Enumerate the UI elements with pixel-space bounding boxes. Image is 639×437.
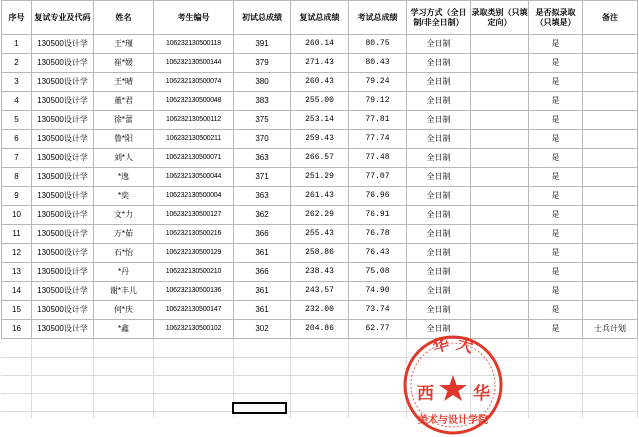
retest-score-cell[interactable]: 238.43 bbox=[291, 263, 349, 282]
retest-score-cell[interactable]: 260.14 bbox=[291, 35, 349, 54]
major-cell[interactable]: 130500设计学 bbox=[32, 111, 94, 130]
retest-score-cell[interactable]: 262.29 bbox=[291, 206, 349, 225]
note-cell[interactable] bbox=[583, 244, 638, 263]
candidate-id-cell[interactable]: 106232130500102 bbox=[154, 320, 234, 339]
admit-cell[interactable]: 是 bbox=[529, 130, 583, 149]
admit-cell[interactable]: 是 bbox=[529, 35, 583, 54]
retest-score-cell[interactable]: 251.29 bbox=[291, 168, 349, 187]
major-cell[interactable]: 130500设计学 bbox=[32, 187, 94, 206]
category-cell[interactable] bbox=[471, 187, 529, 206]
header-cell[interactable]: 初试总成绩 bbox=[234, 1, 291, 35]
candidate-id-cell[interactable]: 106232130500048 bbox=[154, 92, 234, 111]
admit-cell[interactable]: 是 bbox=[529, 320, 583, 339]
table-row bbox=[2, 111, 638, 130]
retest-score-cell[interactable]: 266.57 bbox=[291, 149, 349, 168]
header-cell[interactable]: 备注 bbox=[583, 1, 638, 35]
initial-score-cell[interactable]: 361 bbox=[234, 244, 291, 263]
total-score-cell[interactable]: 76.43 bbox=[349, 244, 407, 263]
table-row bbox=[2, 320, 638, 339]
category-cell[interactable] bbox=[471, 92, 529, 111]
total-score-cell[interactable]: 75.08 bbox=[349, 263, 407, 282]
star-icon bbox=[439, 375, 467, 401]
college-seal bbox=[401, 333, 505, 437]
category-cell[interactable] bbox=[471, 168, 529, 187]
name-cell[interactable]: 王*晴 bbox=[94, 73, 154, 92]
row-number-cell[interactable]: 2 bbox=[2, 54, 32, 73]
row-number-cell[interactable]: 14 bbox=[2, 282, 32, 301]
total-score-cell[interactable]: 79.12 bbox=[349, 92, 407, 111]
note-cell[interactable] bbox=[583, 73, 638, 92]
admit-cell[interactable]: 是 bbox=[529, 149, 583, 168]
initial-score-cell[interactable]: 366 bbox=[234, 263, 291, 282]
study-mode-cell[interactable]: 全日制 bbox=[407, 320, 471, 339]
name-cell[interactable]: *逸 bbox=[94, 168, 154, 187]
row-number-cell[interactable]: 6 bbox=[2, 130, 32, 149]
row-number-cell[interactable]: 12 bbox=[2, 244, 32, 263]
study-mode-cell[interactable]: 全日制 bbox=[407, 168, 471, 187]
total-score-cell[interactable]: 76.91 bbox=[349, 206, 407, 225]
note-cell[interactable] bbox=[583, 187, 638, 206]
category-cell[interactable] bbox=[471, 206, 529, 225]
name-cell[interactable]: 董*君 bbox=[94, 92, 154, 111]
study-mode-cell[interactable]: 全日制 bbox=[407, 35, 471, 54]
seal-right-text: 华 bbox=[473, 384, 490, 404]
note-cell[interactable] bbox=[583, 35, 638, 54]
category-cell[interactable] bbox=[471, 130, 529, 149]
study-mode-cell[interactable]: 全日制 bbox=[407, 263, 471, 282]
table-row bbox=[2, 149, 638, 168]
total-score-cell[interactable]: 80.75 bbox=[349, 35, 407, 54]
table-row bbox=[2, 282, 638, 301]
note-cell[interactable] bbox=[583, 54, 638, 73]
retest-score-cell[interactable]: 232.00 bbox=[291, 301, 349, 320]
admit-cell[interactable]: 是 bbox=[529, 282, 583, 301]
name-cell[interactable]: 王*瑾 bbox=[94, 35, 154, 54]
table-row bbox=[2, 54, 638, 73]
row-number-cell[interactable]: 13 bbox=[2, 263, 32, 282]
category-cell[interactable] bbox=[471, 73, 529, 92]
row-number-cell[interactable]: 1 bbox=[2, 35, 32, 54]
category-cell[interactable] bbox=[471, 244, 529, 263]
major-cell[interactable]: 130500设计学 bbox=[32, 225, 94, 244]
major-cell[interactable]: 130500设计学 bbox=[32, 320, 94, 339]
admit-cell[interactable]: 是 bbox=[529, 92, 583, 111]
header-cell[interactable]: 复试专业及代码 bbox=[32, 1, 94, 35]
study-mode-cell[interactable]: 全日制 bbox=[407, 92, 471, 111]
initial-score-cell[interactable]: 370 bbox=[234, 130, 291, 149]
candidate-id-cell[interactable]: 106232130500071 bbox=[154, 149, 234, 168]
table-row bbox=[2, 206, 638, 225]
initial-score-cell[interactable]: 361 bbox=[234, 282, 291, 301]
retest-score-cell[interactable]: 259.43 bbox=[291, 130, 349, 149]
total-score-cell[interactable]: 79.24 bbox=[349, 73, 407, 92]
study-mode-cell[interactable]: 全日制 bbox=[407, 149, 471, 168]
table-body bbox=[2, 35, 638, 339]
total-score-cell[interactable]: 77.81 bbox=[349, 111, 407, 130]
table-row bbox=[2, 168, 638, 187]
study-mode-cell[interactable]: 全日制 bbox=[407, 111, 471, 130]
retest-score-cell[interactable]: 204.86 bbox=[291, 320, 349, 339]
header-row bbox=[2, 1, 638, 35]
initial-score-cell[interactable]: 371 bbox=[234, 168, 291, 187]
row-number-cell[interactable]: 3 bbox=[2, 73, 32, 92]
header-cell[interactable]: 考生编号 bbox=[154, 1, 234, 35]
major-cell[interactable]: 130500设计学 bbox=[32, 149, 94, 168]
initial-score-cell[interactable]: 362 bbox=[234, 206, 291, 225]
retest-score-cell[interactable]: 253.14 bbox=[291, 111, 349, 130]
row-number-cell[interactable]: 15 bbox=[2, 301, 32, 320]
row-number-cell[interactable]: 8 bbox=[2, 168, 32, 187]
major-cell[interactable]: 130500设计学 bbox=[32, 35, 94, 54]
admit-cell[interactable]: 是 bbox=[529, 206, 583, 225]
total-score-cell[interactable]: 73.74 bbox=[349, 301, 407, 320]
category-cell[interactable] bbox=[471, 149, 529, 168]
retest-score-cell[interactable]: 243.57 bbox=[291, 282, 349, 301]
name-cell[interactable]: 万*茹 bbox=[94, 225, 154, 244]
row-number-cell[interactable]: 7 bbox=[2, 149, 32, 168]
admit-cell[interactable]: 是 bbox=[529, 225, 583, 244]
name-cell[interactable]: *奕 bbox=[94, 187, 154, 206]
table-row bbox=[2, 130, 638, 149]
initial-score-cell[interactable]: 383 bbox=[234, 92, 291, 111]
study-mode-cell[interactable]: 全日制 bbox=[407, 301, 471, 320]
admit-cell[interactable]: 是 bbox=[529, 73, 583, 92]
retest-score-cell[interactable]: 260.43 bbox=[291, 73, 349, 92]
retest-score-cell[interactable]: 255.00 bbox=[291, 92, 349, 111]
row-number-cell[interactable]: 10 bbox=[2, 206, 32, 225]
study-mode-cell[interactable]: 全日制 bbox=[407, 206, 471, 225]
header-cell[interactable]: 是否拟录取（只填是） bbox=[529, 1, 583, 35]
note-cell[interactable] bbox=[583, 130, 638, 149]
candidate-id-cell[interactable]: 106232130500211 bbox=[154, 130, 234, 149]
header-cell[interactable]: 考试总成绩 bbox=[349, 1, 407, 35]
header-cell[interactable]: 姓名 bbox=[94, 1, 154, 35]
study-mode-cell[interactable]: 全日制 bbox=[407, 225, 471, 244]
initial-score-cell[interactable]: 363 bbox=[234, 187, 291, 206]
table-row bbox=[2, 35, 638, 54]
initial-score-cell[interactable]: 391 bbox=[234, 35, 291, 54]
seal-top-text: 华 大 bbox=[430, 333, 476, 357]
table-row bbox=[2, 73, 638, 92]
retest-score-cell[interactable]: 271.43 bbox=[291, 54, 349, 73]
initial-score-cell[interactable]: 302 bbox=[234, 320, 291, 339]
header-cell[interactable]: 复试总成绩 bbox=[291, 1, 349, 35]
note-cell[interactable] bbox=[583, 206, 638, 225]
retest-score-cell[interactable]: 261.43 bbox=[291, 187, 349, 206]
study-mode-cell[interactable]: 全日制 bbox=[407, 54, 471, 73]
seal-bottom-text: 美术与设计学院 bbox=[418, 415, 488, 426]
total-score-cell[interactable]: 77.74 bbox=[349, 130, 407, 149]
candidate-id-cell[interactable]: 106232130500112 bbox=[154, 111, 234, 130]
row-number-cell[interactable]: 4 bbox=[2, 92, 32, 111]
candidate-id-cell[interactable]: 106232130500004 bbox=[154, 187, 234, 206]
admit-cell[interactable]: 是 bbox=[529, 54, 583, 73]
table-row bbox=[2, 187, 638, 206]
row-number-cell[interactable]: 5 bbox=[2, 111, 32, 130]
note-cell[interactable] bbox=[583, 263, 638, 282]
note-cell[interactable] bbox=[583, 225, 638, 244]
seal-left-text: 西 bbox=[417, 384, 434, 404]
major-cell[interactable]: 130500设计学 bbox=[32, 206, 94, 225]
total-score-cell[interactable]: 62.77 bbox=[349, 320, 407, 339]
table-row bbox=[2, 263, 638, 282]
major-cell[interactable]: 130500设计学 bbox=[32, 168, 94, 187]
candidate-id-cell[interactable]: 106232130500216 bbox=[154, 225, 234, 244]
name-cell[interactable]: 徐*蕾 bbox=[94, 111, 154, 130]
table-row bbox=[2, 92, 638, 111]
admit-cell[interactable]: 是 bbox=[529, 187, 583, 206]
row-number-cell[interactable]: 11 bbox=[2, 225, 32, 244]
name-cell[interactable]: 刘*人 bbox=[94, 149, 154, 168]
candidate-id-cell[interactable]: 106232130500127 bbox=[154, 206, 234, 225]
header-cell[interactable]: 序号 bbox=[2, 1, 32, 35]
admit-cell[interactable]: 是 bbox=[529, 168, 583, 187]
candidate-id-cell[interactable]: 106232130500118 bbox=[154, 35, 234, 54]
note-cell[interactable] bbox=[583, 301, 638, 320]
candidate-id-cell[interactable]: 106232130500044 bbox=[154, 168, 234, 187]
candidate-id-cell[interactable]: 106232130500074 bbox=[154, 73, 234, 92]
note-cell[interactable]: 士兵计划 bbox=[583, 320, 638, 339]
initial-score-cell[interactable]: 379 bbox=[234, 54, 291, 73]
major-cell[interactable]: 130500设计学 bbox=[32, 263, 94, 282]
candidate-id-cell[interactable]: 106232130500144 bbox=[154, 54, 234, 73]
row-number-cell[interactable]: 16 bbox=[2, 320, 32, 339]
initial-score-cell[interactable]: 380 bbox=[234, 73, 291, 92]
table-row bbox=[2, 301, 638, 320]
name-cell[interactable]: 文*力 bbox=[94, 206, 154, 225]
name-cell[interactable]: 石*怡 bbox=[94, 244, 154, 263]
major-cell[interactable]: 130500设计学 bbox=[32, 301, 94, 320]
study-mode-cell[interactable]: 全日制 bbox=[407, 130, 471, 149]
major-cell[interactable]: 130500设计学 bbox=[32, 130, 94, 149]
name-cell[interactable]: *鑫 bbox=[94, 320, 154, 339]
category-cell[interactable] bbox=[471, 225, 529, 244]
header-cell[interactable]: 学习方式（全日制/非全日制） bbox=[407, 1, 471, 35]
category-cell[interactable] bbox=[471, 282, 529, 301]
total-score-cell[interactable]: 74.90 bbox=[349, 282, 407, 301]
note-cell[interactable] bbox=[583, 168, 638, 187]
table-row bbox=[2, 244, 638, 263]
retest-score-cell[interactable]: 258.86 bbox=[291, 244, 349, 263]
header-cell[interactable]: 录取类别（只填定向） bbox=[471, 1, 529, 35]
total-score-cell[interactable]: 76.96 bbox=[349, 187, 407, 206]
major-cell[interactable]: 130500设计学 bbox=[32, 92, 94, 111]
table-row bbox=[2, 225, 638, 244]
admit-cell[interactable]: 是 bbox=[529, 244, 583, 263]
total-score-cell[interactable]: 76.78 bbox=[349, 225, 407, 244]
major-cell[interactable]: 130500设计学 bbox=[32, 54, 94, 73]
category-cell[interactable] bbox=[471, 111, 529, 130]
name-cell[interactable]: 谢*丰儿 bbox=[94, 282, 154, 301]
row-number-cell[interactable]: 9 bbox=[2, 187, 32, 206]
candidate-id-cell[interactable]: 106232130500210 bbox=[154, 263, 234, 282]
admit-cell[interactable]: 是 bbox=[529, 111, 583, 130]
note-cell[interactable] bbox=[583, 111, 638, 130]
candidate-id-cell[interactable]: 106232130500129 bbox=[154, 244, 234, 263]
major-cell[interactable]: 130500设计学 bbox=[32, 282, 94, 301]
note-cell[interactable] bbox=[583, 282, 638, 301]
candidate-id-cell[interactable]: 106232130500136 bbox=[154, 282, 234, 301]
total-score-cell[interactable]: 80.43 bbox=[349, 54, 407, 73]
study-mode-cell[interactable]: 全日制 bbox=[407, 282, 471, 301]
total-score-cell[interactable]: 77.07 bbox=[349, 168, 407, 187]
admission-table bbox=[1, 0, 638, 339]
major-cell[interactable]: 130500设计学 bbox=[32, 244, 94, 263]
note-cell[interactable] bbox=[583, 149, 638, 168]
svg-text:华 大 bbox=[430, 334, 475, 357]
study-mode-cell[interactable]: 全日制 bbox=[407, 187, 471, 206]
candidate-id-cell[interactable]: 106232130500147 bbox=[154, 301, 234, 320]
study-mode-cell[interactable]: 全日制 bbox=[407, 73, 471, 92]
initial-score-cell[interactable]: 366 bbox=[234, 225, 291, 244]
retest-score-cell[interactable]: 255.43 bbox=[291, 225, 349, 244]
name-cell[interactable]: 鲁*阳 bbox=[94, 130, 154, 149]
category-cell[interactable] bbox=[471, 35, 529, 54]
category-cell[interactable] bbox=[471, 301, 529, 320]
study-mode-cell[interactable]: 全日制 bbox=[407, 244, 471, 263]
initial-score-cell[interactable]: 361 bbox=[234, 301, 291, 320]
total-score-cell[interactable]: 77.48 bbox=[349, 149, 407, 168]
name-cell[interactable]: 何*庆 bbox=[94, 301, 154, 320]
category-cell[interactable] bbox=[471, 263, 529, 282]
note-cell[interactable] bbox=[583, 92, 638, 111]
name-cell[interactable]: 崔*媛 bbox=[94, 54, 154, 73]
initial-score-cell[interactable]: 375 bbox=[234, 111, 291, 130]
admit-cell[interactable]: 是 bbox=[529, 263, 583, 282]
active-cell-selection[interactable] bbox=[232, 402, 287, 414]
name-cell[interactable]: *丹 bbox=[94, 263, 154, 282]
admit-cell[interactable]: 是 bbox=[529, 301, 583, 320]
category-cell[interactable] bbox=[471, 54, 529, 73]
initial-score-cell[interactable]: 363 bbox=[234, 149, 291, 168]
major-cell[interactable]: 130500设计学 bbox=[32, 73, 94, 92]
